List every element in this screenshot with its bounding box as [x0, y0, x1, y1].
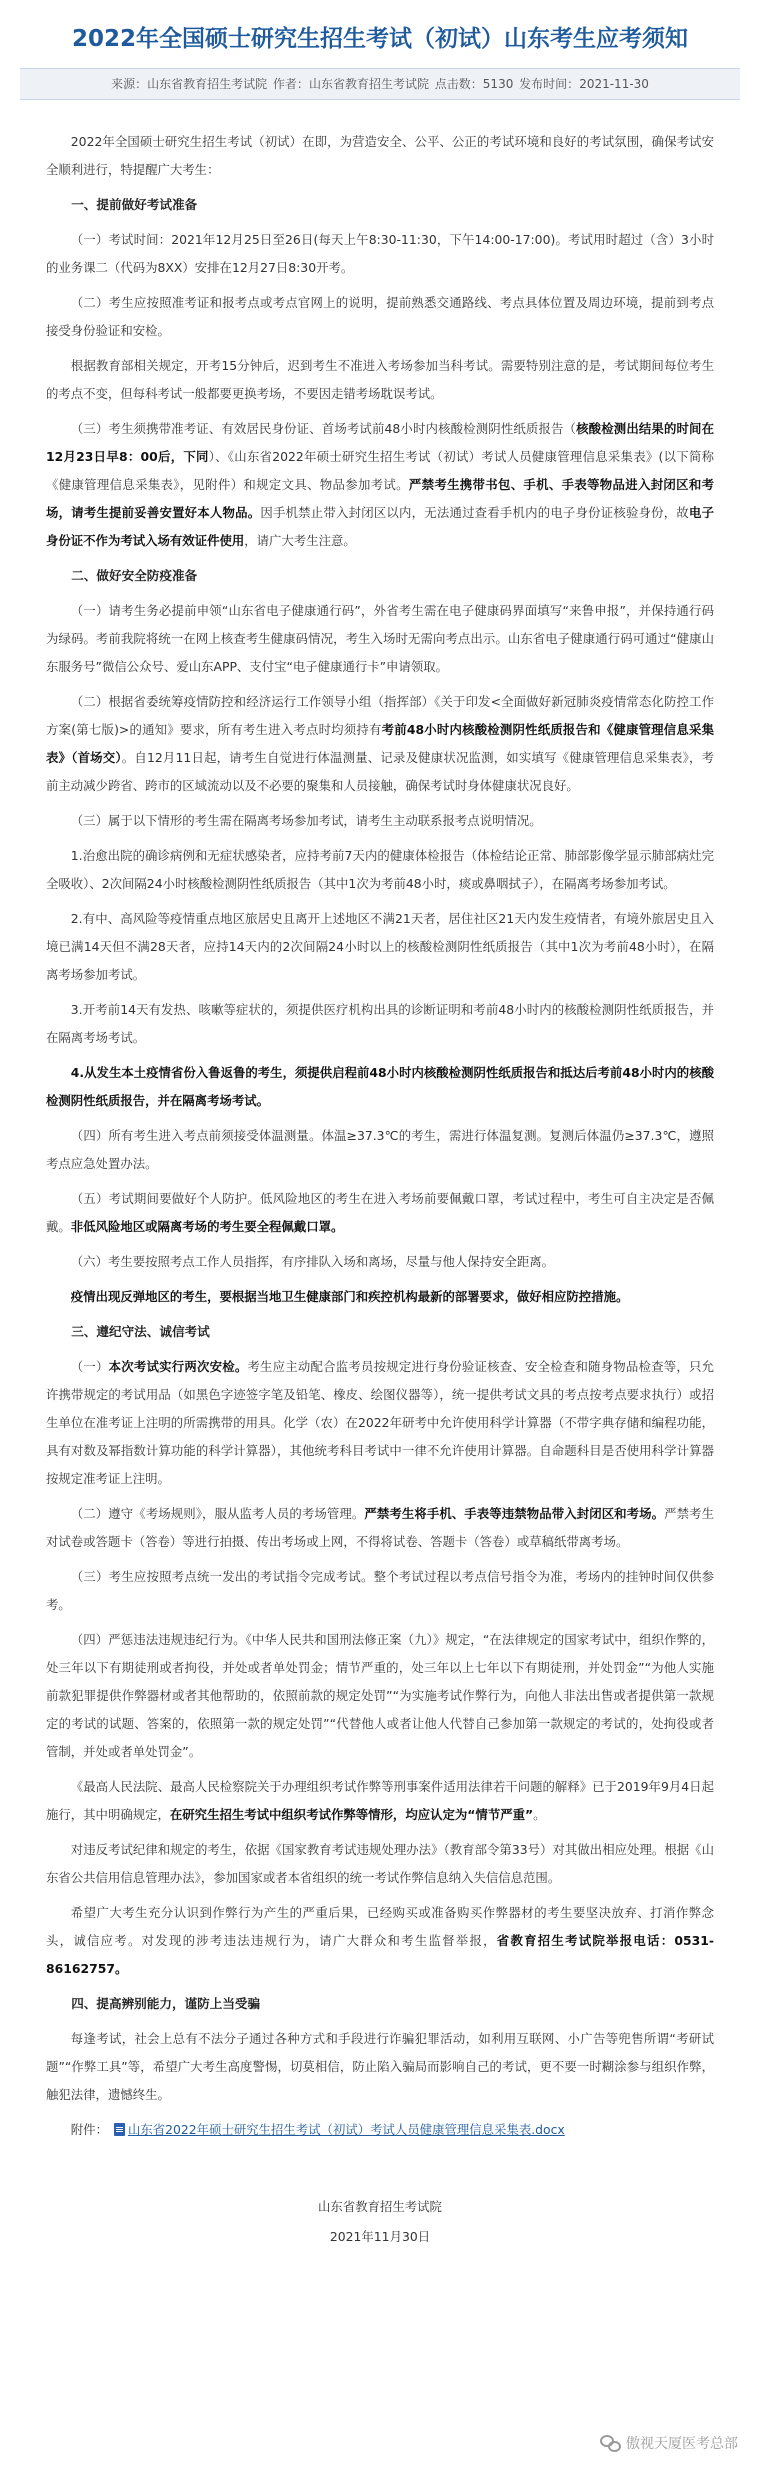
signature-org: 山东省教育招生考试院 [318, 2199, 442, 2214]
bold-text-run: 4.从发生本土疫情省份入鲁返鲁的考生，须提供启程前48小时内核酸检测阴性纸质报告和抵达后考前48小时内的核酸检测阴性纸质报告，并在隔离考场考试。 [46, 1065, 714, 1108]
bold-text-run: 核酸检测出结果的时间在12月23日早8：00后，下同 [46, 421, 715, 464]
signature-date: 2021年11月30日 [329, 2229, 431, 2244]
bold-text-run: 考前48小时内核酸检测阴性纸质报告和《健康管理信息采集表》（首场交） [46, 722, 714, 765]
text-run: （一） [70, 1359, 109, 1374]
signature-block [46, 2192, 714, 2252]
paragraph: （四）严惩违法违规违纪行为。《中华人民共和国刑法修正案（九）》规定，“在法律规定的国家考试中，组织作弊的，处三年以下有期徒刑或者拘役，并处或者单处罚金；情节严重的，处三年以上七年以下有期徒刑，并处罚金”“为他人实施前款犯罪提供作弊器材或者其他帮助的，依照前款的规定处罚”“为实施考试作弊行为，向他人非法出售或者提供第一款规定的考试的试题、答案的，依照第一款的规定处罚”“代替他人或者让他人代替自己参加第一款规定的考试的，处拘役或者管制，并处或者单处罚金”。 [46, 1632, 714, 1759]
source-value: 山东省教育招生考试院 [147, 77, 268, 91]
text-run: 希望广大考生充分认识到作弊行为产生的严重后果，已经购买或准备购买作弊器材的考生要坚决放弃、打消作弊念头，诚信应考。对发现的涉考违法违规行为，请广大群众和考生监督举报， [46, 1905, 714, 1948]
paragraph: 对违反考试纪律和规定的考生，依据《国家教育考试违规处理办法》（教育部令第33号）对其做出相应处理。根据《山东省公共信用信息管理办法》，参加国家或者本省组织的统一考试作弊信息纳入失信信息范围。 [46, 1842, 714, 1885]
bold-text-run: 电子身份证不作为考试入场有效证件使用 [46, 505, 715, 548]
source-label: 来源： [111, 77, 148, 91]
bold-text-run: 非低风险地区或隔离考场的考生要全程佩戴口罩。 [70, 1219, 344, 1234]
paragraph: （四）所有考生进入考点前须接受体温测量。体温≥37.3℃的考生，需进行体温复测。复测后体温仍≥37.3℃，遵照考点应急处置办法。 [46, 1128, 714, 1171]
paragraph [46, 1773, 714, 1829]
text-run: （三）考生须携带准考证、有效居民身份证、首场考试前48小时内核酸检测阴性纸质报告（ [70, 421, 577, 436]
paragraph: 1.治愈出院的确诊病例和无症状感染者，应持考前7天内的健康体检报告（体检结论正常、肺部影像学显示肺部病灶完全吸收）、2次间隔24小时核酸检测阴性纸质报告（其中1次为考前48小时，痰或鼻咽拭子），在隔离考场参加考试。 [46, 848, 714, 891]
bold-text-run: 在研究生招生考试中组织考试作弊等情形，均应认定为“情节严重” [169, 1807, 534, 1822]
page-title: 2022年全国硕士研究生招生考试（初试）山东考生应考须知 [71, 26, 688, 52]
paragraph: 根据教育部相关规定，开考15分钟后，迟到考生不准进入考场参加当科考试。需要特别注意的是，考试期间每位考生的考点不变，但每科考试一般都要更换考场，不要因走错考场耽误考试。 [46, 358, 714, 401]
section-heading-4: 四、提高辨别能力，谨防上当受骗 [71, 1996, 261, 2011]
paragraph [46, 415, 714, 555]
text-run: （二）根据省委统筹疫情防控和经济运行工作领导小组（指挥部）《关于印发<全面做好新冠肺炎疫情常态化防控工作方案(第七版)>的通知》要求，所有考生进入考点时均须持有 [46, 694, 714, 737]
document-icon [114, 2123, 125, 2136]
attachment-line [46, 2116, 714, 2144]
text-run: （二）遵守《考场规则》，服从监考人员的考场管理。 [70, 1506, 365, 1521]
paragraph: （六）考生要按照考点工作人员指挥，有序排队入场和离场，尽量与他人保持安全距离。 [70, 1254, 555, 1269]
section-heading-1: 一、提前做好考试准备 [71, 197, 198, 212]
clicks-value: 5130 [482, 77, 514, 91]
paragraph: （三）属于以下情形的考生需在隔离考场参加考试，请考生主动联系报考点说明情况。 [70, 813, 542, 828]
text-run: 因手机禁止带入封闭区以内，无法通过查看手机内的电子身份证核验身份，故 [260, 505, 690, 520]
text-run: 严禁考生对试卷或答题卡（答卷）等进行拍摄、传出考场或上网，不得将试卷、答题卡（答卷）或草稿纸带离考场。 [46, 1506, 715, 1549]
text-run: 。自12月11日起，请考生自觉进行体温测量、记录及健康状况监测，如实填写《健康管理信息采集表》，考前主动减少跨省、跨市的区域流动以及不必要的聚集和人员接触，确保考试时身体健康状况良好。 [46, 750, 714, 793]
paragraph: 3.开考前14天有发热、咳嗽等症状的，须提供医疗机构出具的诊断证明和考前48小时内的核酸检测阴性纸质报告，并在隔离考场考试。 [46, 1002, 714, 1045]
watermark [600, 2433, 738, 2453]
watermark-text: 傲视天厦医考总部 [626, 2436, 738, 2452]
text-run: ）、《山东省2022年硕士研究生招生考试（初试）考试人员健康管理信息采集表》(以下简称《健康管理信息采集表》，见附件）和规定文具、物品参加考试。 [46, 449, 714, 492]
paragraph: （一）请考生务必提前申领“山东省电子健康通行码”，外省考生需在电子健康码界面填写“来鲁申报”，并保持通行码为绿码。考前我院将统一在网上核查考生健康码情况，考生入场时无需向考点出示。山东省电子健康通行码可通过“健康山东服务号”微信公众号、爱山东APP、支付宝“电子健康通行卡”申请领取。 [46, 603, 714, 674]
intro-paragraph: 2022年全国硕士研究生招生考试（初试）在即，为营造安全、公平、公正的考试环境和良好的考试氛围，确保考试安全顺利进行，特提醒广大考生： [46, 134, 714, 177]
text-run: ，请广大考生注意。 [244, 533, 356, 548]
bold-text-run: 省教育招生考试院举报电话：0531-86162757。 [46, 1933, 714, 1976]
paragraph [46, 1059, 714, 1115]
article-meta-bar [20, 68, 740, 100]
paragraph: （三）考生应按照考点统一发出的考试指令完成考试。整个考试过程以考点信号指令为准，考场内的挂钟时间仅供参考。 [46, 1569, 714, 1612]
bold-text-run: 严禁考生携带书包、手机、手表等物品进入封闭区和考场，请考生提前妥善安置好本人物品。 [46, 477, 714, 520]
section-heading-2: 二、做好安全防疫准备 [71, 568, 198, 583]
paragraph: （一）考试时间：2021年12月25日至26日(每天上午8:30-11:30，下午14:00-17:00)。考试用时超过（含）3小时的业务课二（代码为8XX）安排在12月27日8:30开考。 [46, 232, 714, 275]
date-value: 2021-11-30 [579, 77, 649, 91]
author-label: 作者： [272, 77, 309, 91]
bold-text-run: 疫情出现反弹地区的考生，要根据当地卫生健康部门和疾控机构最新的部署要求，做好相应防控措施。 [70, 1289, 629, 1304]
text-run: （五）考试期间要做好个人防护。低风险地区的考生在进入考场前要佩戴口罩，考试过程中，考生可自主决定是否佩戴。 [46, 1191, 714, 1234]
paragraph [46, 1500, 714, 1556]
text-run: 考生应主动配合监考员按规定进行身份验证核查、安全检查和随身物品检查等，只允许携带规定的考试用品（如黑色字迹签字笔及铅笔、橡皮、绘图仪器等），统一提供考试文具的考点按考点要求执行）或招生单位在准考证上注明的所需携带的用具。化学（农）在2022年研考中允许使用科学计算器（不带字典存储和编程功能，具有对数及幂指数计算功能的科学计算器），其他统考科目考试中一律不允许使用计算器。自命题科目是否使用科学计算器按规定准考证上注明。 [46, 1359, 715, 1486]
paragraph [46, 1283, 714, 1311]
paragraph: 每逢考试，社会上总有不法分子通过各种方式和手段进行诈骗犯罪活动，如利用互联网、小广告等兜售所谓“考研试题”“作弊工具”等，希望广大考生高度警惕，切莫相信，防止陷入骗局而影响自己的考试，更不要一时糊涂参与组织作弊，触犯法律，遗憾终生。 [46, 2031, 714, 2102]
attachment-label: 附件： [70, 2122, 108, 2137]
bold-text-run: 本次考试实行两次安检。 [108, 1359, 248, 1374]
paragraph: 2.有中、高风险等疫情重点地区旅居史且离开上述地区不满21天者，居住社区21天内发生疫情者，有境外旅居史且入境已满14天但不满28天者，应持14天内的2次间隔24小时以上的核酸检测阴性纸质报告（其中1次为考前48小时），在隔离考场参加考试。 [46, 911, 714, 982]
article-body [46, 128, 714, 2252]
clicks-label: 点击数： [434, 77, 483, 91]
section-heading-3: 三、遵纪守法、诚信考试 [71, 1324, 210, 1339]
author-value: 山东省教育招生考试院 [308, 77, 429, 91]
text-run: 《最高人民法院、最高人民检察院关于办理组织考试作弊等刑事案件适用法律若干问题的解释》已于2019年9月4日起施行，其中明确规定， [46, 1779, 714, 1822]
attachment-link[interactable]: 山东省2022年硕士研究生招生考试（初试）考试人员健康管理信息采集表.docx [127, 2122, 565, 2137]
paragraph [46, 1899, 714, 1983]
bold-text-run: 严禁考生将手机、手表等违禁物品带入封闭区和考场。 [364, 1506, 665, 1521]
text-run: 。 [533, 1807, 546, 1822]
paragraph [46, 688, 714, 800]
paragraph: （二）考生应按照准考证和报考点或考点官网上的说明，提前熟悉交通路线、考点具体位置及周边环境，提前到考点接受身份验证和安检。 [46, 295, 714, 338]
wechat-icon [600, 2435, 620, 2451]
paragraph [46, 1353, 714, 1493]
date-label: 发布时间： [519, 77, 580, 91]
paragraph [46, 1185, 714, 1241]
